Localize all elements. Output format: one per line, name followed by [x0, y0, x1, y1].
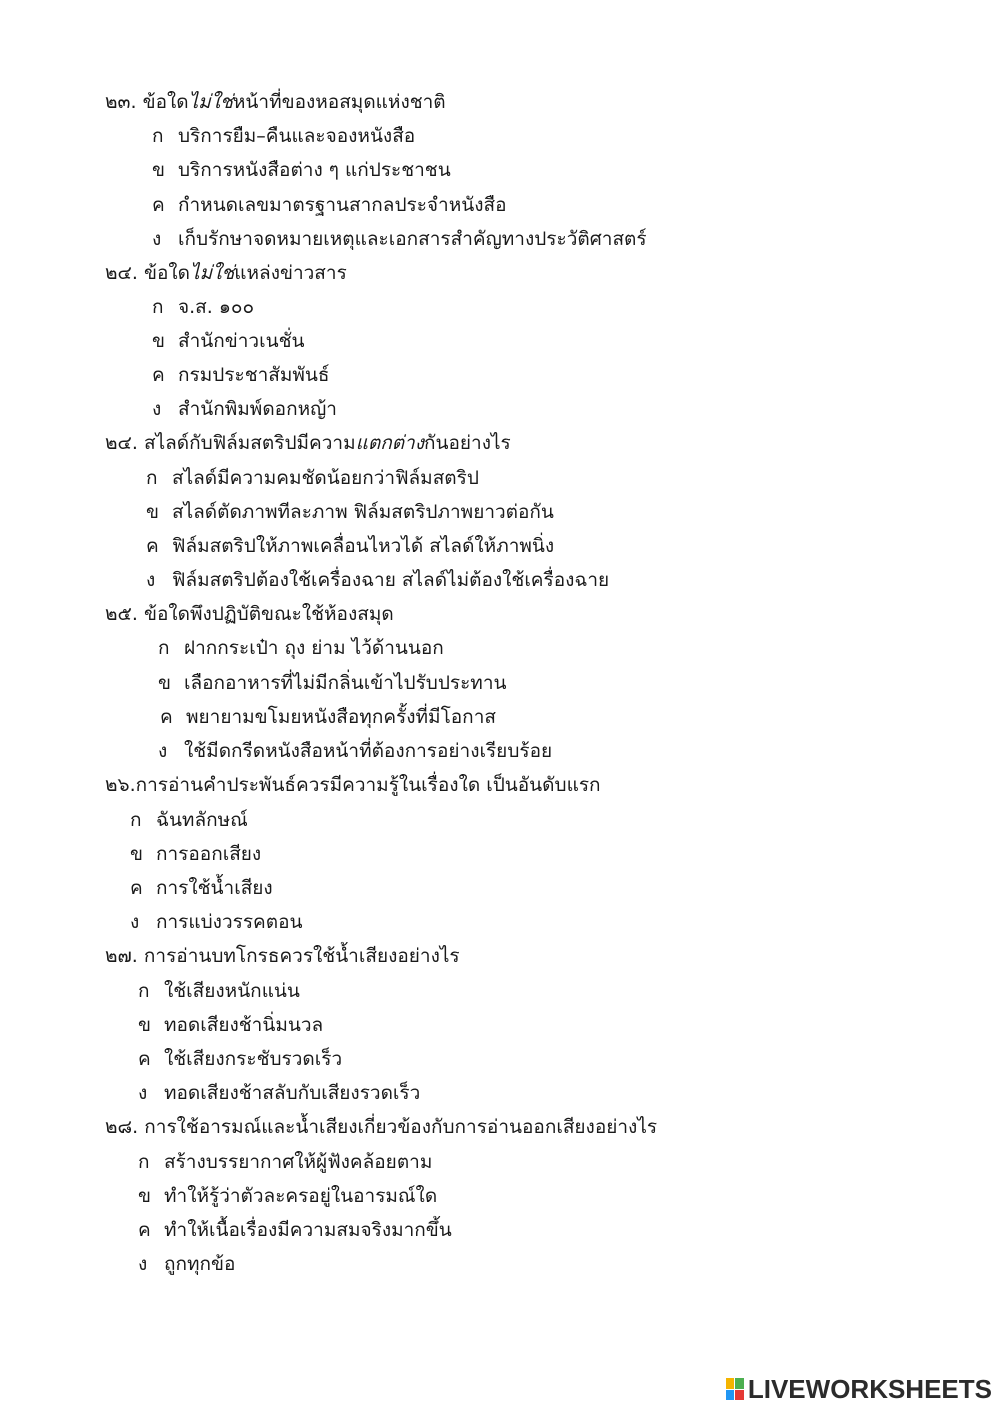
option-text: ฟิล์มสตริปให้ภาพเคลื่อนไหวได้ สไลด์ให้ภาพนิ่ง [172, 535, 555, 557]
option-letter: ค [138, 1219, 151, 1241]
liveworksheets-logo-icon [726, 1378, 744, 1400]
option-text: สไลด์มีความคมชัดน้อยกว่าฟิล์มสตริป [172, 467, 479, 489]
option-letter: ง [158, 740, 168, 762]
option-letter: ก [152, 125, 164, 147]
question-number: ๒๓. [105, 91, 137, 113]
option-text: สไลด์ตัดภาพทีละภาพ ฟิล์มสตริปภาพยาวต่อกัน [172, 501, 554, 523]
question-26 [105, 773, 601, 797]
option-text: ทำให้รู้ว่าตัวละครอยู่ในอารมณ์ใด [164, 1185, 438, 1207]
option-25-c[interactable] [160, 705, 496, 729]
option-text: ฉันทลักษณ์ [156, 809, 248, 831]
question-text-post: หน้าที่ของหอสมุดแห่งชาติ [232, 91, 446, 113]
question-number: ๒๔. [105, 432, 138, 454]
logo-square [726, 1378, 735, 1389]
option-24b-b[interactable] [146, 500, 554, 524]
option-28-c[interactable] [138, 1218, 452, 1242]
option-text: กรมประชาสัมพันธ์ [178, 364, 330, 386]
question-text-pre: การใช้อารมณ์และน้ำเสียงเกี่ยวข้องกับการอ่านออกเสียงอย่างไร [138, 1116, 658, 1138]
question-24 [105, 261, 347, 285]
option-28-d[interactable] [138, 1252, 235, 1276]
option-letter: ค [146, 535, 159, 557]
question-number: ๒๘. [105, 1116, 139, 1138]
option-25-b[interactable] [158, 671, 506, 695]
option-23-b[interactable] [152, 158, 451, 182]
option-letter: ก [138, 1151, 150, 1173]
option-text: เลือกอาหารที่ไม่มีกลิ่นเข้าไปรับประทาน [184, 672, 507, 694]
option-letter: ข [138, 1185, 151, 1207]
brand-name: LIVEWORKSHEETS [747, 1373, 992, 1404]
option-text: สำนักพิมพ์ดอกหญ้า [178, 398, 337, 420]
question-27 [105, 944, 460, 968]
option-letter: ง [130, 911, 140, 933]
question-text-pre: ข้อใด [136, 91, 189, 113]
option-text: สำนักข่าวเนชั่น [178, 330, 305, 352]
option-text: ทอดเสียงช้าสลับกับเสียงรวดเร็ว [164, 1082, 421, 1104]
question-text-post: กันอย่างไร [423, 432, 511, 454]
option-24-a[interactable] [152, 295, 254, 319]
option-23-a[interactable] [152, 124, 415, 148]
logo-square [735, 1378, 744, 1389]
option-25-a[interactable] [158, 636, 444, 660]
question-25 [105, 602, 394, 626]
option-27-c[interactable] [138, 1047, 342, 1071]
option-24-b[interactable] [152, 329, 304, 353]
question-number: ๒๕. [105, 603, 138, 625]
option-23-d[interactable] [152, 227, 647, 251]
option-letter: ก [130, 809, 142, 831]
option-24b-c[interactable] [146, 534, 554, 558]
option-text: ทำให้เนื้อเรื่องมีความสมจริงมากขึ้น [164, 1219, 452, 1241]
option-text: ฝากกระเป๋า ถุง ย่าม ไว้ด้านนอก [184, 637, 444, 659]
option-letter: ข [146, 501, 159, 523]
option-letter: ค [138, 1048, 151, 1070]
option-letter: ก [158, 637, 170, 659]
option-letter: ก [146, 467, 158, 489]
option-letter: ข [138, 1014, 151, 1036]
option-26-d[interactable] [130, 910, 303, 934]
option-letter: ค [152, 194, 165, 216]
liveworksheets-brand [726, 1375, 992, 1403]
option-24-c[interactable] [152, 363, 330, 387]
option-27-b[interactable] [138, 1013, 323, 1037]
question-24b [105, 431, 511, 455]
option-letter: ข [130, 843, 143, 865]
option-text: เก็บรักษาจดหมายเหตุและเอกสารสำคัญทางประวัติศาสตร์ [178, 228, 647, 250]
option-28-b[interactable] [138, 1184, 437, 1208]
option-23-c[interactable] [152, 193, 507, 217]
question-number: ๒๔. [105, 262, 138, 284]
question-text-post: แหล่งข่าวสาร [234, 262, 347, 284]
option-text: ใช้มีดกรีดหนังสือหน้าที่ต้องการอย่างเรียบร้อย [184, 740, 553, 762]
question-text-emphasis: ไม่ใช่ [190, 262, 235, 284]
option-text: บริการยืม–คืนและจองหนังสือ [178, 125, 416, 147]
option-letter: ง [152, 398, 162, 420]
option-text: บริการหนังสือต่าง ๆ แก่ประชาชน [178, 159, 451, 181]
option-text: ใช้เสียงหนักแน่น [164, 980, 300, 1002]
option-26-a[interactable] [130, 808, 248, 832]
question-text-pre: สไลด์กับฟิล์มสตริปมีความ [137, 432, 356, 454]
option-24b-d[interactable] [146, 568, 609, 592]
option-letter: ก [138, 980, 150, 1002]
option-27-a[interactable] [138, 979, 300, 1003]
question-number: ๒๗. [105, 945, 138, 967]
option-letter: ง [152, 228, 162, 250]
option-text: การออกเสียง [156, 843, 262, 865]
option-25-d[interactable] [158, 739, 552, 763]
option-text: ฟิล์มสตริปต้องใช้เครื่องฉาย สไลด์ไม่ต้องใช้เครื่องฉาย [172, 569, 610, 591]
option-text: สร้างบรรยากาศให้ผู้ฟังคล้อยตาม [164, 1151, 433, 1173]
option-text: การใช้น้ำเสียง [156, 877, 273, 899]
option-text: การแบ่งวรรคตอน [156, 911, 303, 933]
option-text: ถูกทุกข้อ [164, 1253, 236, 1275]
option-text: จ.ส. ๑๐๐ [178, 296, 255, 318]
option-28-a[interactable] [138, 1150, 432, 1174]
option-24-d[interactable] [152, 397, 337, 421]
option-letter: ค [152, 364, 165, 386]
option-letter: ง [138, 1253, 148, 1275]
option-26-b[interactable] [130, 842, 261, 866]
option-27-d[interactable] [138, 1081, 420, 1105]
option-text: กำหนดเลขมาตรฐานสากลประจำหนังสือ [178, 194, 507, 216]
question-text-pre: ข้อใด [137, 262, 191, 284]
question-text-pre: ข้อใดพึงปฏิบัติขณะใช้ห้องสมุด [137, 603, 394, 625]
option-text: ทอดเสียงช้านิ่มนวล [164, 1014, 324, 1036]
option-letter: ก [152, 296, 164, 318]
question-text-emphasis: แตกต่าง [355, 432, 424, 454]
option-text: พยายามขโมยหนังสือทุกครั้งที่มีโอกาส [186, 706, 496, 728]
logo-square [735, 1390, 744, 1401]
question-text-pre: การอ่านบทโกรธควรใช้น้ำเสียงอย่างไร [137, 945, 460, 967]
option-letter: ค [130, 877, 143, 899]
option-24b-a[interactable] [146, 466, 479, 490]
question-number: ๒๖. [105, 774, 136, 796]
option-text: ใช้เสียงกระชับรวดเร็ว [164, 1048, 343, 1070]
option-letter: ง [146, 569, 156, 591]
option-letter: ข [152, 330, 165, 352]
logo-square [726, 1390, 735, 1401]
option-26-c[interactable] [130, 876, 273, 900]
option-letter: ค [160, 706, 173, 728]
option-letter: ข [152, 159, 165, 181]
question-23 [105, 90, 446, 114]
question-28 [105, 1115, 657, 1139]
question-text-emphasis: ไม่ใช่ [188, 91, 233, 113]
option-letter: ข [158, 672, 171, 694]
question-text-pre: การอ่านคำประพันธ์ควรมีความรู้ในเรื่องใด เป็นอันดับแรก [135, 774, 601, 796]
option-letter: ง [138, 1082, 148, 1104]
